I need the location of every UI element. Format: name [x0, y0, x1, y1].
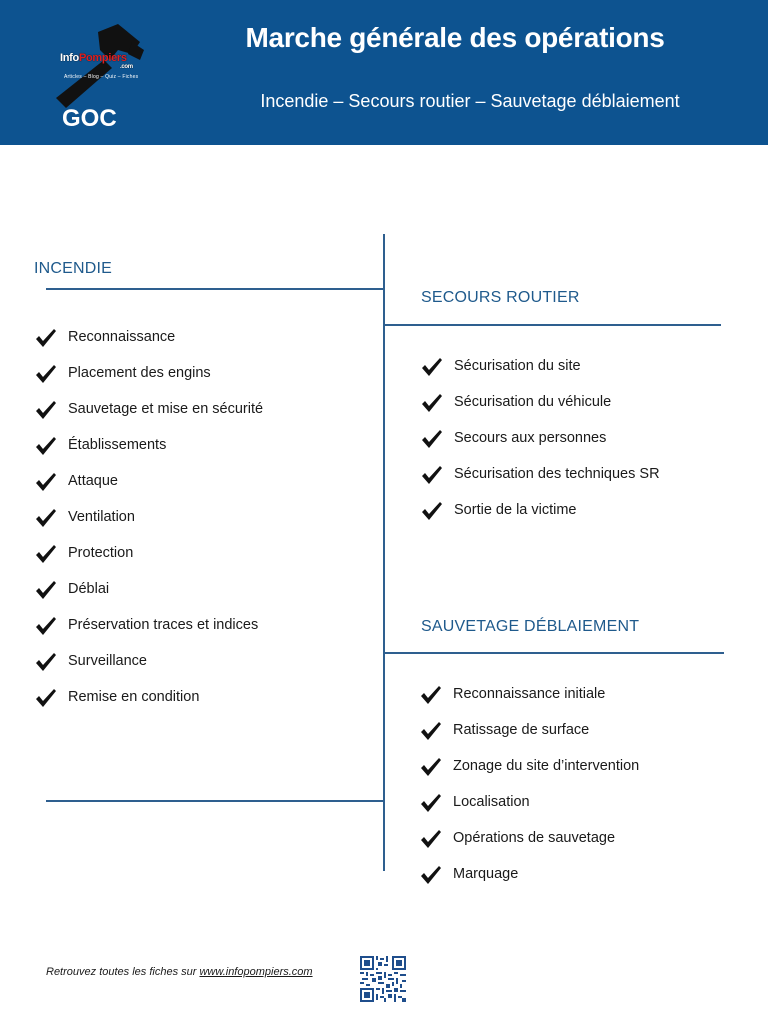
checkmark-icon — [420, 828, 442, 850]
page-subtitle: Incendie – Secours routier – Sauvetage déblaiement — [260, 91, 680, 111]
checkmark-icon — [35, 651, 57, 673]
checkmark-icon — [35, 615, 57, 637]
checkmark-icon — [35, 363, 57, 385]
incendie-item-label: Établissements — [68, 437, 167, 453]
footer-label: Retrouvez toutes les fiches sur — [46, 966, 197, 978]
sauvetage-deblaiement-list — [420, 684, 639, 900]
checkmark-icon — [420, 684, 442, 706]
incendie-item-label: Préservation traces et indices — [68, 617, 259, 633]
checkmark-icon — [35, 471, 57, 493]
secours-routier-item-label: Secours aux personnes — [454, 430, 607, 446]
sauvetage-deblaiement-item-label: Marquage — [453, 866, 519, 882]
secours-routier-item-label: Sécurisation du site — [454, 358, 581, 374]
incendie-item — [35, 327, 263, 363]
logo-tagline: Articles – Blog – Quiz – Fiches — [64, 74, 139, 80]
sauvetage-deblaiement-item — [420, 756, 639, 792]
section-title-sauvetage-deblaiement: SAUVETAGE DÉBLAIEMENT — [421, 618, 640, 635]
incendie-item-label: Reconnaissance — [68, 329, 176, 345]
sauvetage-deblaiement-item — [420, 684, 639, 720]
incendie-item-label: Placement des engins — [68, 365, 211, 381]
incendie-item — [35, 615, 263, 651]
incendie-list — [35, 327, 263, 723]
incendie-item — [35, 471, 263, 507]
incendie-item-label: Attaque — [68, 473, 118, 489]
logo-brand-part1: Info — [60, 52, 79, 64]
logo-brand-suffix: .com — [120, 64, 133, 70]
page-title: Marche générale des opérations — [245, 22, 665, 53]
footer-text — [46, 966, 313, 978]
section-title-secours-routier: SECOURS ROUTIER — [421, 289, 580, 306]
checkmark-icon — [420, 792, 442, 814]
sauvetage-deblaiement-item — [420, 720, 639, 756]
sauvetage-deblaiement-item-label: Zonage du site d’intervention — [453, 758, 640, 774]
secours-routier-item-label: Sortie de la victime — [454, 502, 577, 518]
incendie-item-label: Sauvetage et mise en sécurité — [68, 401, 264, 417]
secours-routier-item — [421, 392, 660, 428]
incendie-item-label: Ventilation — [68, 509, 135, 525]
secours-routier-item — [421, 464, 660, 500]
sauvetage-deblaiement-item-label: Reconnaissance initiale — [453, 686, 606, 702]
checkmark-icon — [35, 399, 57, 421]
checkmark-icon — [420, 720, 442, 742]
header-banner — [0, 0, 768, 145]
checkmark-icon — [421, 356, 443, 378]
sauvetage-deblaiement-item — [420, 864, 639, 900]
checkmark-icon — [420, 756, 442, 778]
secours-routier-item-label: Sécurisation des techniques SR — [454, 466, 660, 482]
sauvetage-deblaiement-item — [420, 792, 639, 828]
incendie-top-divider — [46, 288, 384, 290]
logo-brand-part2: Pompiers — [78, 52, 127, 64]
sauvetage-deblaiement-item-label: Opérations de sauvetage — [453, 830, 616, 846]
logo-brand — [60, 52, 127, 64]
footer-link[interactable]: www.infopompiers.com — [199, 966, 313, 978]
checkmark-icon — [35, 543, 57, 565]
sauvetage-divider — [384, 652, 724, 654]
secours-routier-item — [421, 428, 660, 464]
sauvetage-deblaiement-item — [420, 828, 639, 864]
incendie-item — [35, 507, 263, 543]
checkmark-icon — [421, 500, 443, 522]
goc-badge: GOC — [62, 105, 117, 132]
checkmark-icon — [421, 428, 443, 450]
checkmark-icon — [35, 435, 57, 457]
checkmark-icon — [35, 579, 57, 601]
incendie-item-label: Remise en condition — [68, 689, 200, 705]
checkmark-icon — [35, 687, 57, 709]
incendie-item — [35, 579, 263, 615]
secours-routier-item — [421, 500, 660, 536]
incendie-item — [35, 399, 263, 435]
incendie-item-label: Protection — [68, 545, 134, 561]
secours-routier-item-label: Sécurisation du véhicule — [454, 394, 612, 410]
incendie-item-label: Déblai — [68, 581, 110, 597]
checkmark-icon — [421, 464, 443, 486]
vertical-divider — [383, 234, 385, 871]
incendie-bottom-divider — [46, 800, 384, 802]
incendie-item — [35, 435, 263, 471]
checkmark-icon — [420, 864, 442, 886]
incendie-item — [35, 687, 263, 723]
section-title-incendie: INCENDIE — [34, 260, 113, 277]
checkmark-icon — [35, 327, 57, 349]
checkmark-icon — [35, 507, 57, 529]
secours-routier-divider — [384, 324, 721, 326]
secours-routier-list — [421, 356, 660, 536]
incendie-item — [35, 651, 263, 687]
sauvetage-deblaiement-item-label: Localisation — [453, 794, 530, 810]
qr-code-icon[interactable] — [360, 956, 406, 1002]
checkmark-icon — [421, 392, 443, 414]
incendie-item-label: Surveillance — [68, 653, 147, 669]
secours-routier-item — [421, 356, 660, 392]
sauvetage-deblaiement-item-label: Ratissage de surface — [453, 722, 590, 738]
incendie-item — [35, 543, 263, 579]
incendie-item — [35, 363, 263, 399]
